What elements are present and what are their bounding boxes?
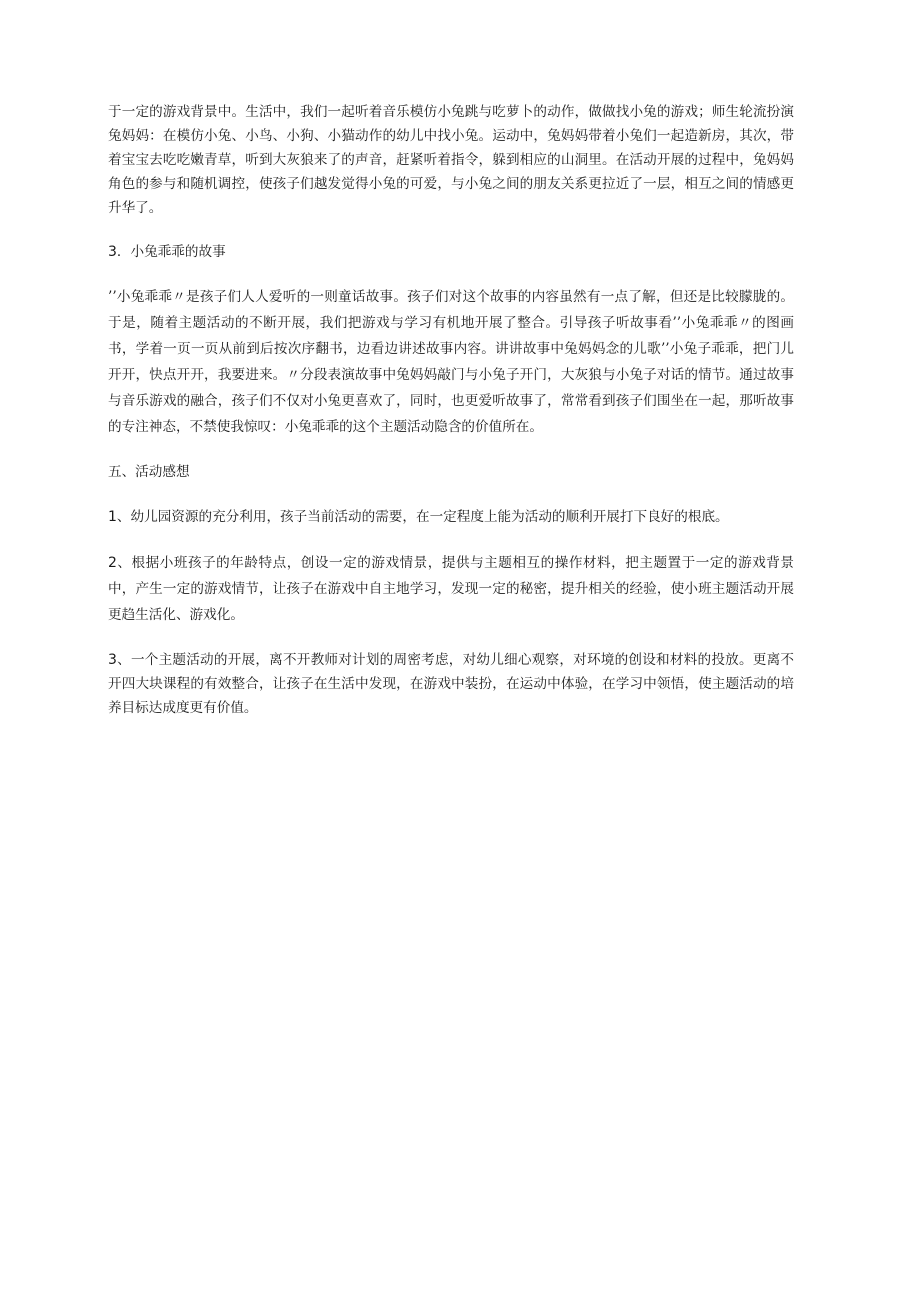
spacer <box>108 530 794 550</box>
heading-text: ．小兔乖乖的故事 <box>116 244 226 260</box>
spacer <box>108 220 794 240</box>
item-text: 、一个主题活动的开展，离不开教师对计划的周密考虑，对幼儿细心观察，对环境的创设和材料的投放。更离不开四大块课程的有效整合，让孩子在生活中发现，在游戏中装扮，在运动中体验，在学习中领悟，使主题活动的培养目标达成度更有价值。 <box>108 652 794 716</box>
item-number: 2 <box>108 555 117 571</box>
spacer <box>108 264 794 284</box>
item-number: 3 <box>108 652 117 668</box>
list-item-reflection-1 <box>108 504 794 530</box>
paragraph-games: 于一定的游戏背景中。生活中，我们一起听着音乐模仿小兔跳与吃萝卜的动作，做做找小兔的游戏；师生轮流扮演兔妈妈：在模仿小兔、小鸟、小狗、小猫动作的幼儿中找小兔。运动中，兔妈妈带着小兔们一起造新房，其次，带着宝宝去吃吃嫩青草，听到大灰狼来了的声音，赶紧听着指令，躲到相应的山洞里。在活动开展的过程中，兔妈妈角色的参与和随机调控，使孩子们越发觉得小兔的可爱，与小兔之间的朋友关系更拉近了一层，相互之间的情感更升华了。 <box>108 104 794 216</box>
list-item-reflection-3 <box>108 648 794 720</box>
heading-number: 3 <box>108 244 117 260</box>
spacer <box>108 484 794 504</box>
item-text: 、根据小班孩子的年龄特点，创设一定的游戏情景，提供与主题相互的操作材料，把主题置于一定的游戏背景中，产生一定的游戏情节，让孩子在游戏中自主地学习，发现一定的秘密，提升相关的经验，使小班主题活动开展更趋生活化、游戏化。 <box>108 555 794 623</box>
spacer <box>108 628 794 648</box>
item-number: 1 <box>108 509 117 525</box>
list-item-reflection-2 <box>108 550 794 628</box>
item-text: 、幼儿园资源的充分利用，孩子当前活动的需要，在一定程度上能为活动的顺利开展打下良好的根底。 <box>116 509 729 525</box>
section-heading-reflection: 五、活动感想 <box>108 464 190 480</box>
section-heading-story <box>108 240 794 264</box>
spacer <box>108 440 794 460</box>
document-page <box>108 100 794 720</box>
paragraph-story: ’’小兔乖乖〃是孩子们人人爱听的一则童话故事。孩子们对这个故事的内容虽然有一点了解，但还是比较朦胧的。于是，随着主题活动的不断开展，我们把游戏与学习有机地开展了整合。引导孩子听故事看’’小兔乖乖〃的图画书，学着一页一页从前到后按次序翻书，边看边讲述故事内容。讲讲故事中兔妈妈念的儿歌’’小兔子乖乖，把门儿开开，快点开开，我要进来。〃分段表演故事中兔妈妈敲门与小兔子开门，大灰狼与小兔子对话的情节。通过故事与音乐游戏的融合，孩子们不仅对小兔更喜欢了，同时，也更爱听故事了，常常看到孩子们围坐在一起，那听故事的专注神态，不禁使我惊叹：小兔乖乖的这个主题活动隐含的价值所在。 <box>108 289 794 435</box>
